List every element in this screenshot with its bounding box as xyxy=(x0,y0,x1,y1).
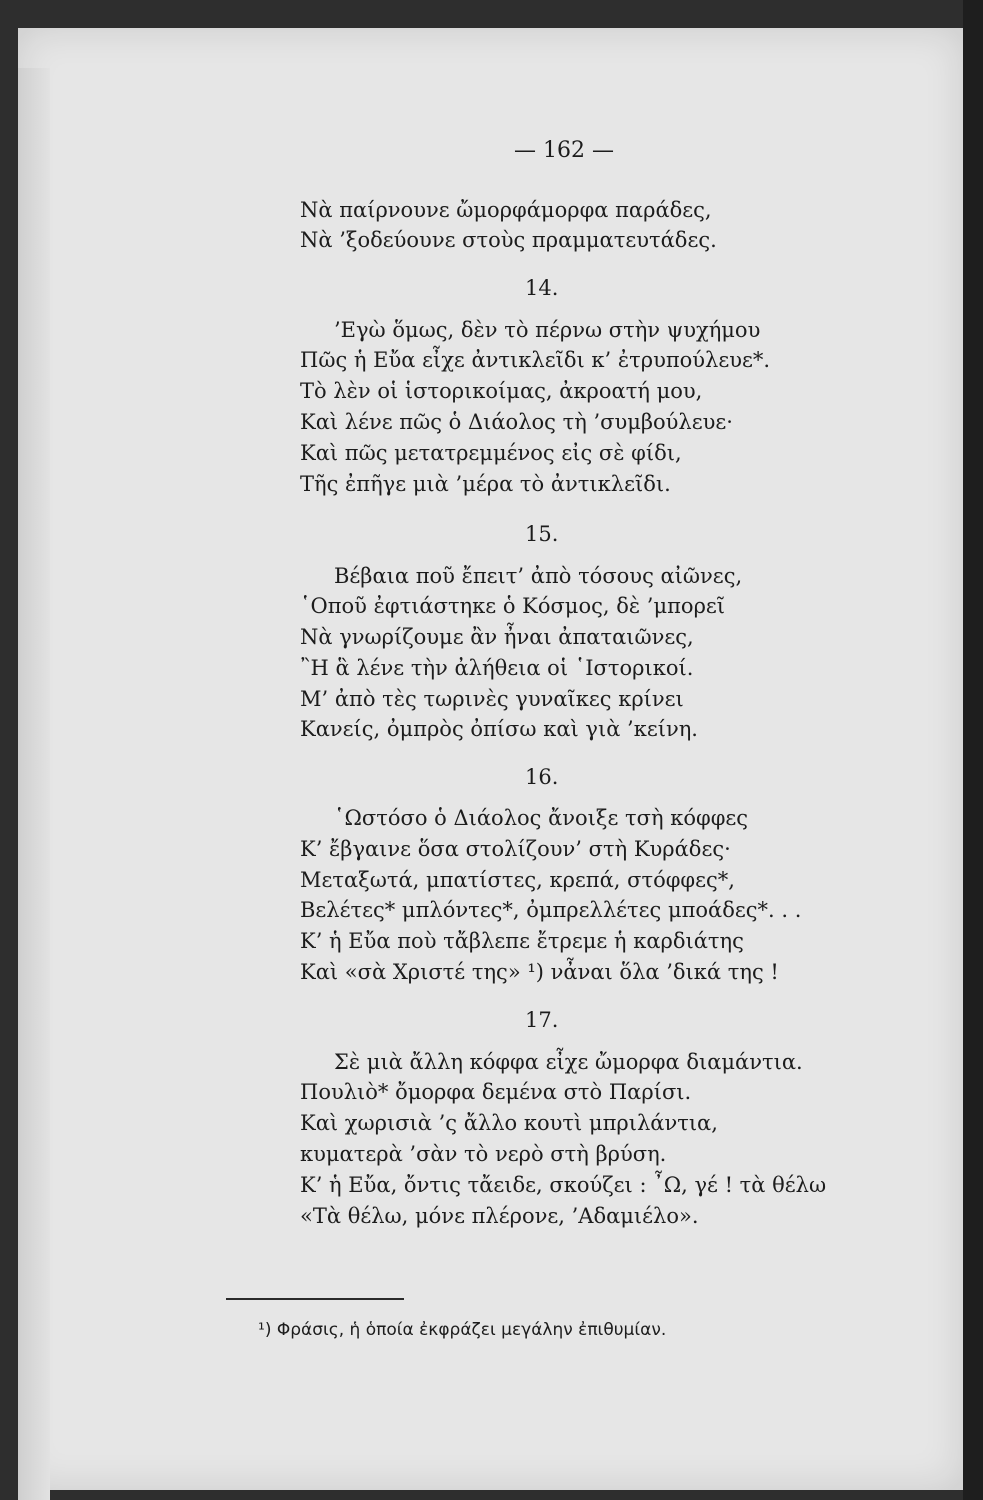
verse-line: Σὲ μιὰ ἄλλη κόφφα εἶχε ὤμορφα διαμάντια. xyxy=(334,1050,803,1074)
stanza-number: 17. xyxy=(525,1008,559,1032)
stanza-number: 16. xyxy=(525,765,559,789)
verse-line: Καὶ χωρισιὰ ’ς ἄλλο κουτὶ μπριλάντια, xyxy=(300,1111,718,1135)
verse-line: ῾Ωστόσο ὁ Διάολος ἄνοιξε τσὴ κόφφες xyxy=(334,806,749,830)
verse-line: Καὶ «σὰ Χριστέ της» ¹) νἆναι ὅλα ’δικά της ! xyxy=(300,960,779,984)
verse-line: Τὸ λὲν οἱ ἱστορικοίμας, ἀκροατή μου, xyxy=(300,379,703,403)
page-edge xyxy=(963,0,983,1500)
verse-line: Μ’ ἀπὸ τὲς τωρινὲς γυναῖκες κρίνει xyxy=(300,687,684,711)
verse-line: Νὰ γνωρίζουμε ἂν ἦναι ἀπαταιῶνες, xyxy=(300,625,694,649)
verse-line: Τῆς ἐπῆγε μιὰ ’μέρα τὸ ἀντικλεῖδι. xyxy=(300,472,671,496)
verse-line: Νὰ παίρνουνε ὤμορφάμορφα παράδες, xyxy=(300,198,712,222)
verse-line: Πῶς ἡ Εὔα εἶχε ἀντικλεῖδι κ’ ἐτρυπούλευε*. xyxy=(300,348,771,372)
verse-line: Καὶ λένε πῶς ὁ Διάολος τὴ ’συμβούλευε· xyxy=(300,410,733,434)
verse-line: κυματερὰ ’σὰν τὸ νερὸ στὴ βρύση. xyxy=(300,1142,667,1166)
page-number: — 162 — xyxy=(514,138,614,163)
verse-line: Κ’ ἡ Εὔα ποὺ τἄβλεπε ἔτρεμε ἡ καρδιάτης xyxy=(300,929,744,953)
stanza-number: 14. xyxy=(525,276,559,300)
verse-line: Κανείς, ὀμπρὸς ὀπίσω καὶ γιὰ ’κείνη. xyxy=(300,717,698,741)
verse-line: ῾Οποῦ ἐφτιάστηκε ὁ Κόσμος, δὲ ’μπορεῖ xyxy=(300,594,726,618)
verse-line: Κ’ ἔβγαινε ὅσα στολίζουν’ στὴ Κυράδες· xyxy=(300,837,731,861)
verse-line: ῍Η ἃ λένε τὴν ἀλήθεια οἱ ῾Ιστορικοί. xyxy=(300,656,694,680)
stanza-number: 15. xyxy=(525,522,559,546)
verse-line: Κ’ ἡ Εὔα, ὄντις τἄειδε, σκούζει : ῏Ω, γέ ! τὰ θέλω xyxy=(300,1173,827,1197)
verse-line: Βελέτες* μπλόντες*, ὀμπρελλέτες μποάδες*. . . xyxy=(300,898,802,922)
footnote-rule xyxy=(226,1298,404,1300)
verse-line: Πουλιὸ* ὄμορφα δεμένα στὸ Παρίσι. xyxy=(300,1080,692,1104)
verse-line: Νὰ ’ξοδεύουνε στοὺς πραμματευτάδες. xyxy=(300,228,717,252)
verse-line: Βέβαια ποῦ ἔπειτ’ ἀπὸ τόσους αἰῶνες, xyxy=(334,564,743,588)
footnote: ¹) Φράσις, ἡ ὁποία ἐκφράζει μεγάλην ἐπιθυμίαν. xyxy=(258,1320,667,1340)
binding-edge xyxy=(18,68,50,1500)
verse-line: Μεταξωτά, μπατίστες, κρεπά, στόφφες*, xyxy=(300,868,735,892)
verse-line: «Τὰ θέλω, μόνε πλέρονε, ’Αδαμιέλο». xyxy=(300,1204,699,1228)
verse-line: Καὶ πῶς μετατρεμμένος εἰς σὲ φίδι, xyxy=(300,441,682,465)
verse-line: ’Εγὼ ὅμως, δὲν τὸ πέρνω στὴν ψυχήμου xyxy=(334,318,761,342)
